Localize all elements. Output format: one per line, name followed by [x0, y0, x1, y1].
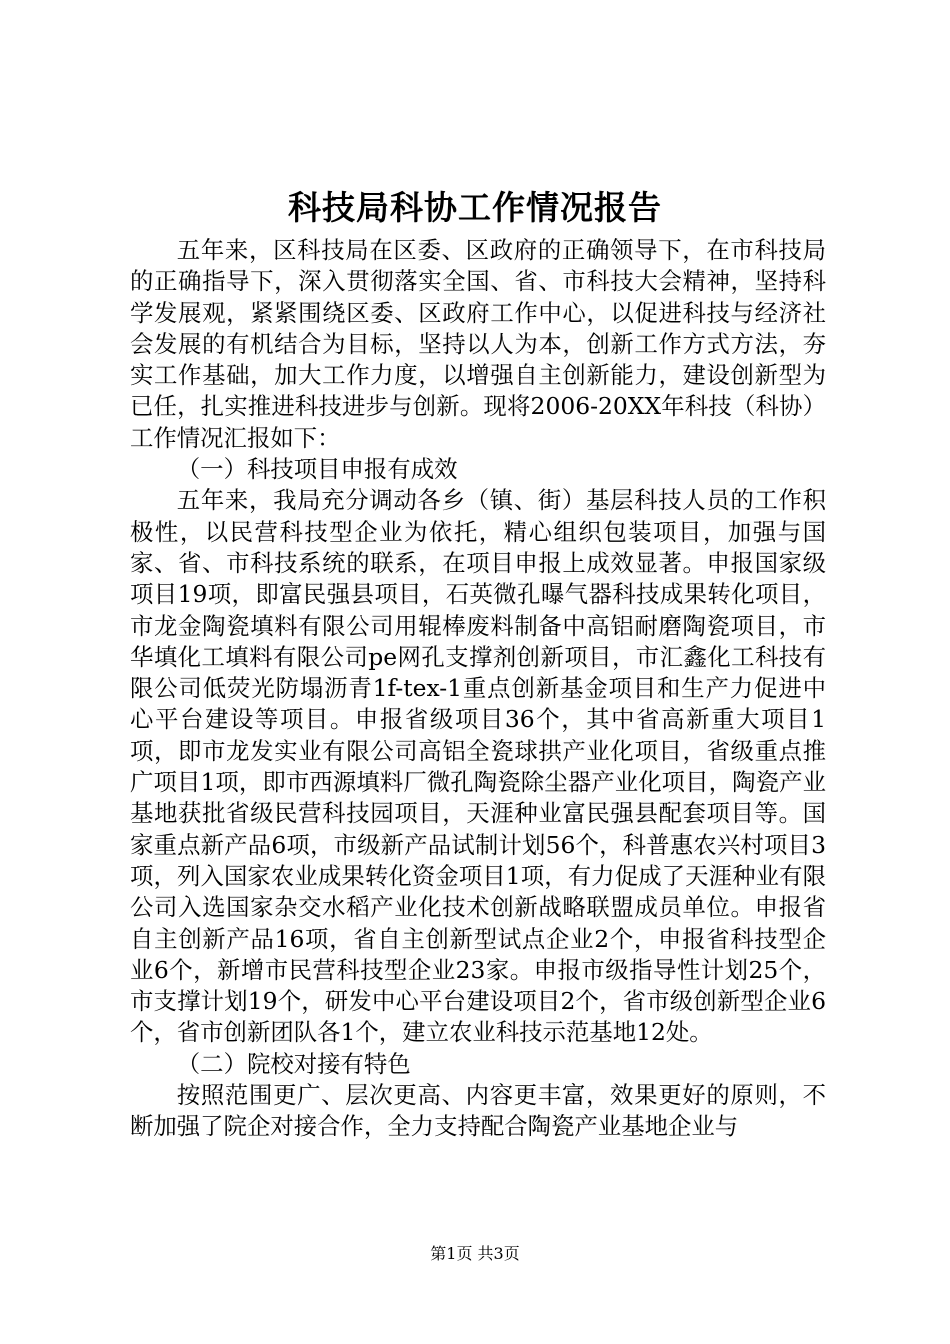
section-heading-2: （二）院校对接有特色	[176, 1049, 411, 1078]
document-title: 科技局科协工作情况报告	[288, 188, 662, 227]
document-body	[130, 235, 826, 1143]
section-1-paragraph: 五年来，我局充分调动各乡（镇、街）基层科技人员的工作积极性，以民营科技型企业为依托，精心组织包装项目，加强与国家、省、市科技系统的联系，在项目申报上成效显著。申报国家级项目19项，即富民强县项目，石英微孔曝气器科技成果转化项目，市龙金陶瓷填料有限公司用辊棒废料制备中高铝耐磨陶瓷项目，市华填化工填料有限公司pe网孔支撑剂创新项目，市汇鑫化工科技有限公司低荧光防塌沥青1f-tex-1重点创新基金项目和生产力促进中心平台建设等项目。申报省级项目36个，其中省高新重大项目1项，即市龙发实业有限公司高铝全瓷球拱产业化项目，省级重点推广项目1项，即市西源填料厂微孔陶瓷除尘器产业化项目，陶瓷产业基地获批省级民营科技园项目，天涯种业富民强县配套项目等。国家重点新产品6项，市级新产品试制计划56个，科普惠农兴村项目3项，列入国家农业成果转化资金项目1项，有力促成了天涯种业有限公司入选国家杂交水稻产业化技术创新战略联盟成员单位。申报省自主创新产品16项，省自主创新型试点企业2个，申报省科技型企业6个，新增市民营科技型企业23家。申报市级指导性计划25个，市支撑计划19个，研发中心平台建设项目2个，省市级创新型企业6个，省市创新团队各1个，建立农业科技示范基地12处。	[130, 486, 826, 1047]
section-heading-1: （一）科技项目申报有成效	[176, 455, 458, 484]
section-2-paragraph: 按照范围更广、层次更高、内容更丰富，效果更好的原则，不断加强了院企对接合作，全力支持配合陶瓷产业基地企业与	[130, 1081, 826, 1141]
intro-paragraph: 五年来，区科技局在区委、区政府的正确领导下，在市科技局的正确指导下，深入贯彻落实全国、省、市科技大会精神，坚持科学发展观，紧紧围绕区委、区政府工作中心，以促进科技与经济社会发展的有机结合为目标，坚持以人为本，创新工作方式方法，夯实工作基础，加大工作力度，以增强自主创新能力，建设创新型为已任，扎实推进科技进步与创新。现将2006-20XX年科技（科协）工作情况汇报如下：	[130, 236, 826, 452]
page-footer: 第1页 共3页	[430, 1244, 520, 1263]
